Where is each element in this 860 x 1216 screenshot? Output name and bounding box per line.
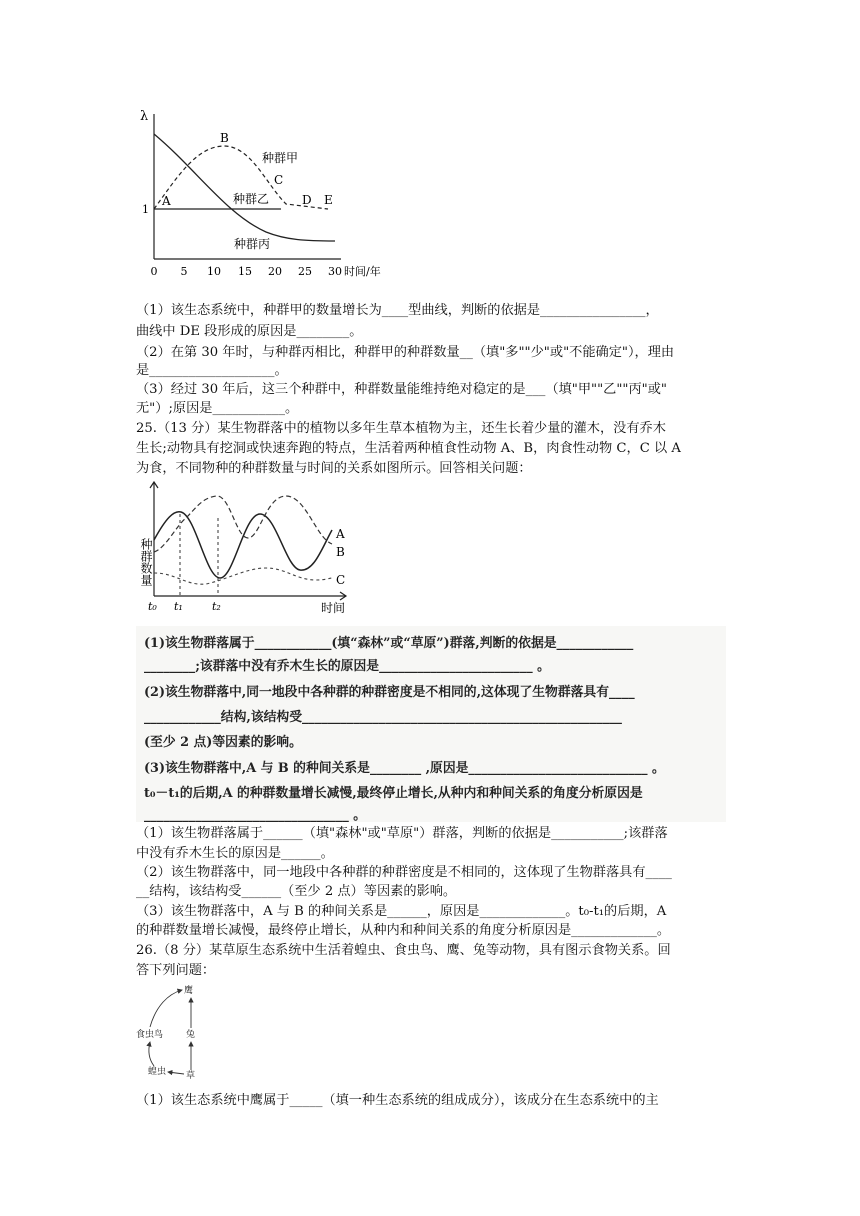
x-tick: 20 [268,265,282,278]
scan-line: (至少 2 点)等因素的影响。 [144,735,302,750]
scan-line: (1)该生物群落属于____________(填“森林”或“草原”)群落,判断的依据是____________ [144,636,634,651]
y-tick-1: 1 [142,203,149,216]
label-yi: 种群乙 [233,192,270,206]
q25-part3-line1: （3）该生物群落中，A 与 B 的种间关系是______，原因是_____________。t₀-t₁的后期，A [136,904,667,919]
label-bing: 种群丙 [234,237,271,251]
tick-t2: t₂ [212,600,221,613]
x-tick: 10 [207,265,221,278]
series-bing-curve [154,134,335,241]
q24-part3-line2: 无"）;原因是___________。 [136,401,299,416]
population-axis-label: 种群数量 [139,538,153,586]
scan-line: ____________结构,该结构受__________________________________________________ [144,710,622,725]
series-C-curve [154,568,332,584]
q25-part2-line1: （2）该生物群落中，同一地段中各种群的种群密度是不相同的，这体现了生物群落具有____ [136,865,672,880]
label-jia: 种群甲 [262,151,299,165]
q26-part1-line1: （1）该生态系统中鹰属于_____（填一种生态系统的组成成分），该成分在生态系统中的主 [136,1093,659,1108]
scan-line: ________;该群落中没有乔木生长的原因是________________________ 。 [144,659,550,674]
node-rabbit: 兔 [186,1030,196,1040]
node-grass: 草 [186,1071,196,1081]
tick-t0: t₀ [148,600,157,613]
time-axis-label: 时间 [321,601,346,615]
q25-intro-line1: 25.（13 分）某生物群落中的植物以多年生草本植物为主，还生长着少量的灌木，没有乔木 [136,421,666,436]
scan-line: ________________________________ 。 [144,808,367,823]
x-tick: 0 [150,265,158,278]
x-tick: 30 [328,265,342,278]
point-A: A [162,194,171,208]
series-B-label: B [336,545,345,559]
series-B-curve [154,496,332,552]
x-tick: 5 [180,265,188,278]
series-A-label: A [336,527,345,541]
point-B: B [220,131,229,145]
q25-part2-line2: __结构，该结构受______（至少 2 点）等因素的影响。 [136,884,457,899]
q26-intro-line1: 26.（8 分）某草原生态系统中生活着蝗虫、食虫鸟、鹰、兔等动物，具有图示食物关系。回 [136,943,671,958]
lambda-chart [136,104,436,284]
q25-part1-line1: （1）该生物群落属于______（填"森林"或"草原"）群落，判断的依据是___________;该群落 [136,826,668,841]
x-tick: 15 [238,265,252,278]
q25-part3-line2: 的种群数量增长减慢，最终停止增长，从种内和种间关系的角度分析原因是_____________。 [136,923,671,938]
point-C: C [274,173,284,187]
node-locust: 蝗虫 [148,1067,167,1077]
q24-part3-line1: （3）经过 30 年后，这三个种群中，种群数量能维持绝对稳定的是___（填"甲""乙""丙"或" [136,382,667,397]
tick-t1: t₁ [174,600,183,613]
series-A-curve [154,512,332,578]
series-C-label: C [336,573,346,587]
q24-part2-line2: 是___________________。 [136,363,288,378]
node-bird: 食虫鸟 [136,1030,164,1040]
lambda-axis-label: λ [140,109,149,124]
q24-part1-line2: 曲线中 DE 段形成的原因是________。 [136,324,363,339]
population-chart [136,478,366,618]
point-D: D [302,193,312,207]
q25-part1-line2: 中没有乔木生长的原因是______。 [136,846,334,861]
q26-intro-line2: 答下列问题： [136,963,216,978]
food-web-diagram [136,982,236,1082]
point-E: E [324,193,333,207]
scan-line: t₀－t₁的后期,A 的种群数量增长减慢,最终停止增长,从种内和种间关系的角度分析原因是 [144,786,643,801]
scan-line: (3)该生物群落中,A 与 B 的种间关系是________ ,原因是____________________________ 。 [144,761,665,776]
q24-part2-line1: （2）在第 30 年时，与种群丙相比，种群甲的种群数量__（填"多""少"或"不能确定"），理由 [136,345,675,360]
q24-part1-line1: （1）该生态系统中，种群甲的数量增长为____型曲线，判断的依据是________________， [136,303,659,318]
q25-intro-line3: 为食，不同物种的种群数量与时间的关系如图所示。回答相关问题： [136,461,532,476]
x-tick: 25 [298,265,312,278]
node-eagle: 鹰 [184,986,194,996]
scanned-question-block [136,626,726,822]
scan-line: (2)该生物群落中,同一地段中各种群的种群密度是不相同的,这体现了生物群落具有____ [144,685,635,700]
x-axis-label: 时间/年 [344,265,381,278]
q25-intro-line2: 生长;动物具有挖洞或快速奔跑的特点，生活着两种植食性动物 A、B，肉食性动物 C，C 以 A [136,441,681,456]
